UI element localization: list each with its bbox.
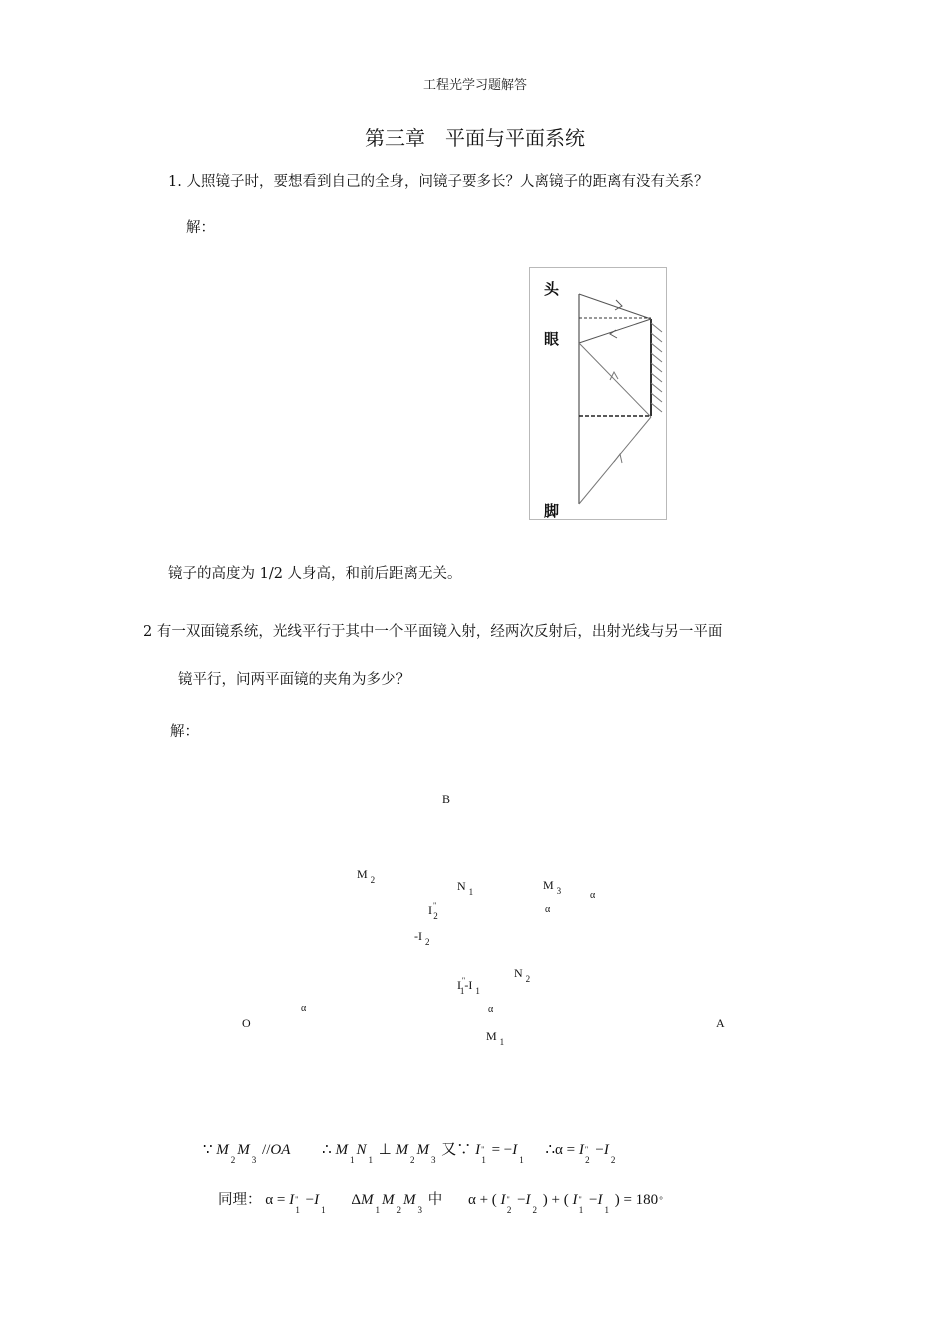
- chapter-title: 第三章 平面与平面系统: [365, 126, 585, 150]
- question-2-line-1: 2 有一双面镜系统，光线平行于其中一个平面镜入射，经两次反射后，出射光线与另一平面: [143, 624, 723, 640]
- solution-label-1: 解：: [186, 220, 215, 236]
- solution-label-2: 解：: [170, 724, 199, 740]
- label-O: O: [242, 1016, 251, 1030]
- ray-foot-out: [579, 343, 651, 417]
- label-foot: 脚: [544, 502, 560, 520]
- label-M2: M $_2$: [357, 867, 376, 885]
- label-eye: 眼: [544, 330, 560, 348]
- arrow-4: [614, 454, 622, 463]
- label-M3: M $_3$: [543, 878, 562, 896]
- label-alpha-inner: α: [545, 904, 551, 915]
- label-B: B: [442, 792, 451, 806]
- label-I2-prime: $I^"_2$: [428, 901, 438, 921]
- mirror-figure-drawing: [530, 268, 666, 519]
- math-line-1: ∵ $M_2M_3$ //OA ∴ $M_1N_1$ ⊥ $M_2M_3$ 又∵ $I"_1 = -I_1$ ∴α = $I"_2 -I_2$: [203, 1142, 616, 1165]
- page-header: 工程光学习题解答: [422, 78, 527, 93]
- label-alpha-o: α: [301, 1003, 307, 1014]
- math-line-2: 同理： $\alpha = I"_1 -I_1$ $\Delta M_1M_2M_3$ 中 α + ( $I"_2 -I_2$ ) + ( $I"_1 -I_1$ ) = 180°: [218, 1192, 663, 1215]
- label-M1: M $_1$: [486, 1029, 505, 1047]
- label-head: 头: [544, 280, 560, 298]
- label-neg-I2: -I $_2$: [414, 929, 430, 947]
- ray-head-in: [579, 294, 651, 319]
- question-1: 1. 人照镜子时，要想看到自己的全身，问镜子要多长？人离镜子的距离有没有关系？: [168, 174, 709, 190]
- mirror-figure: [529, 267, 667, 520]
- answer-1: 镜子的高度为 1/2 人身高，和前后距离无关。: [168, 566, 462, 582]
- label-alpha-m1: α: [488, 1004, 494, 1015]
- label-I1: $I''_1-I$ $_1$: [457, 976, 480, 996]
- question-2-line-2: 镜平行，问两平面镜的夹角为多少？: [178, 672, 410, 688]
- label-N1: N $_1$: [457, 879, 474, 897]
- label-N2: N $_2$: [514, 966, 531, 984]
- label-A: A: [716, 1016, 725, 1030]
- label-alpha-m3: α: [590, 890, 596, 901]
